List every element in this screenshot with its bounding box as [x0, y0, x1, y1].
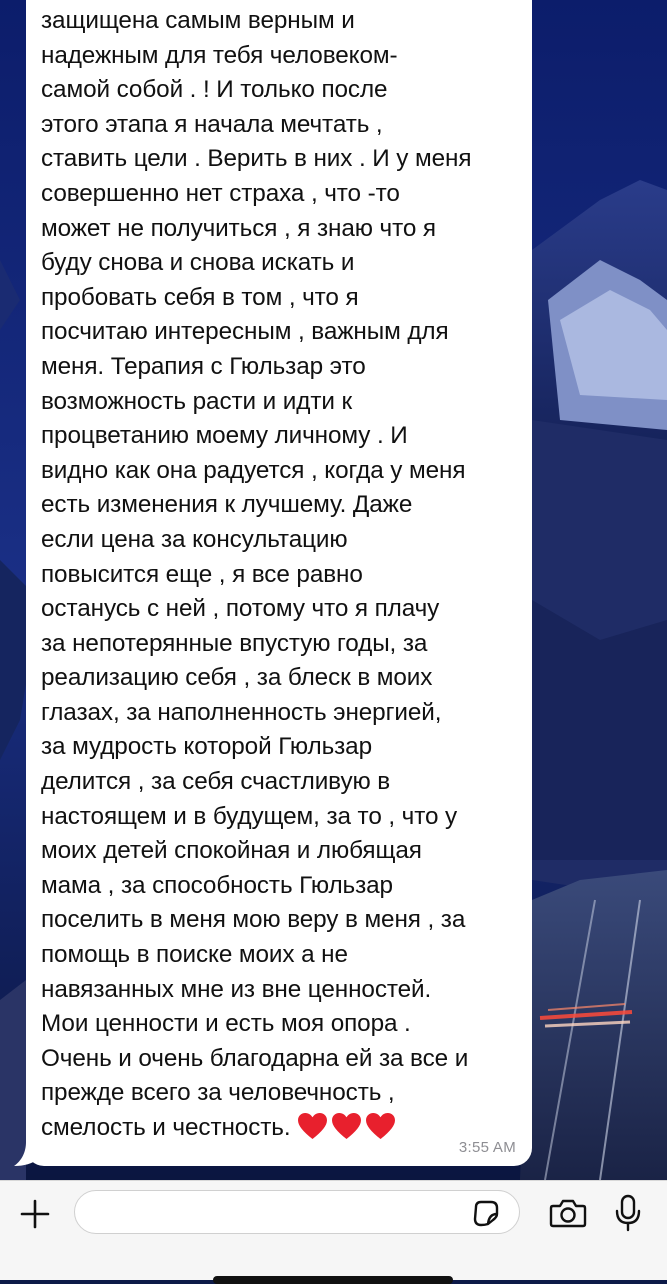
voice-message-button[interactable] [612, 1193, 644, 1233]
message-line: настоящем и в будущем, за то , что у [41, 802, 458, 830]
message-line: видно как она радуется , когда у меня [41, 456, 466, 484]
message-line: за непотерянные впустую годы, за [41, 629, 428, 657]
red-heart-icon [297, 1112, 328, 1140]
message-line: навязанных мне из вне ценностей. [41, 975, 432, 1003]
hearts-emoji-group [297, 1112, 396, 1140]
message-line: повысится еще , я все равно [41, 560, 363, 588]
message-line: есть изменения к лучшему. Даже [41, 491, 413, 519]
red-heart-icon [331, 1112, 362, 1140]
message-line: посчитаю интересным , важным для [41, 318, 449, 346]
message-line: поселить в меня мою веру в меня , за [41, 906, 466, 934]
sticker-button[interactable] [470, 1197, 502, 1229]
message-line: останусь с ней , потому что я плачу [41, 595, 440, 623]
message-line: ставить цели . Верить в них . И у меня [41, 145, 472, 173]
message-line: моих детей спокойная и любящая [41, 837, 422, 865]
message-line: смелость и честность. [41, 1111, 518, 1146]
message-line: за мудрость которой Гюльзар [41, 733, 372, 761]
red-heart-icon [365, 1112, 396, 1140]
message-timestamp: 3:55 AM [458, 1139, 516, 1156]
message-line: реализацию себя , за блеск в моих [41, 664, 433, 692]
message-input-bar [0, 1180, 667, 1280]
message-line: буду снова и снова искать и [41, 249, 355, 277]
incoming-message-bubble[interactable] [26, 0, 532, 1166]
message-line: если цена за консультацию [41, 525, 348, 553]
message-line: пробовать себя в том , что я [41, 283, 359, 311]
message-line: этого этапа я начала мечтать , [41, 110, 383, 138]
message-line: самой собой . ! И только после [41, 76, 388, 104]
message-line: прежде всего за человечность , [41, 1079, 395, 1107]
message-line: делится , за себя счастливую в [41, 768, 391, 796]
message-line: возможность расти и идти к [41, 387, 353, 415]
message-line: Очень и очень благодарна ей за все и [41, 1044, 469, 1072]
microphone-icon [614, 1194, 642, 1232]
message-line: мама , за способность Гюльзар [41, 871, 393, 899]
message-line: защищена самым верным и [41, 7, 355, 34]
message-text [41, 4, 518, 1146]
message-line: помощь в поиске моих а не [41, 941, 348, 969]
message-line: Мои ценности и есть моя опора . [41, 1010, 411, 1038]
home-indicator [213, 1276, 453, 1284]
message-line: меня. Терапия с Гюльзар это [41, 352, 366, 380]
message-input[interactable] [74, 1190, 520, 1234]
plus-icon [19, 1198, 51, 1230]
message-line: глазах, за наполненность энергией, [41, 698, 442, 726]
camera-button[interactable] [548, 1195, 588, 1231]
message-line: может не получиться , я знаю что я [41, 214, 436, 242]
bubble-tail [14, 1142, 40, 1166]
sticker-icon [471, 1198, 501, 1228]
message-line: надежным для тебя человеком- [41, 41, 398, 69]
attach-plus-button[interactable] [16, 1195, 54, 1233]
camera-icon [549, 1197, 587, 1229]
message-line: совершенно нет страха , что -то [41, 179, 400, 207]
message-line: процветанию моему личному . И [41, 422, 408, 450]
